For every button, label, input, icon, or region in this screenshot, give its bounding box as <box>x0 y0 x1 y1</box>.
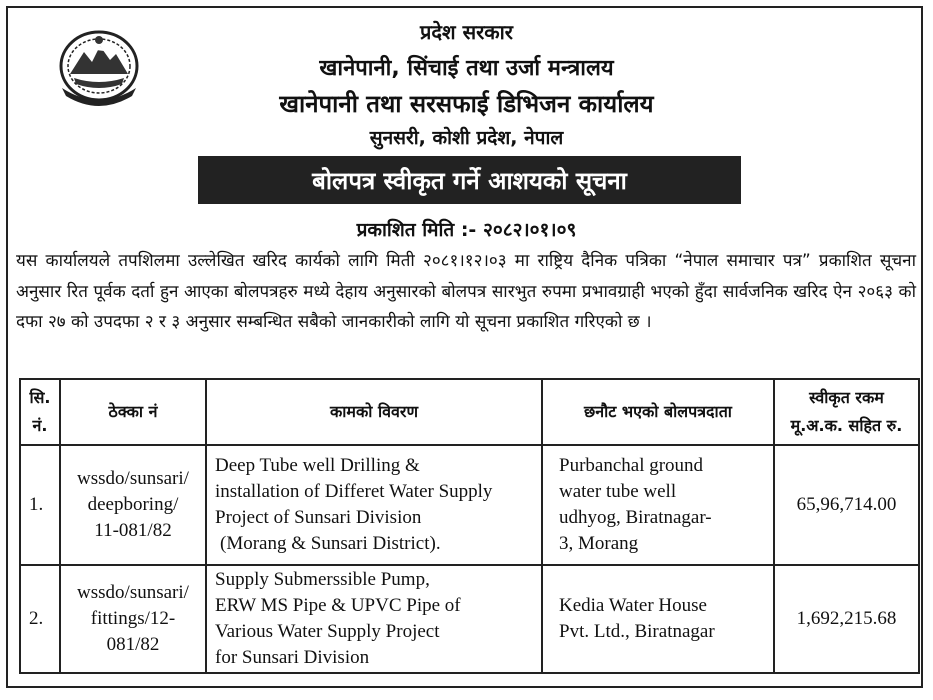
header-contract-no: ठेक्का नं <box>60 379 206 445</box>
header-bidder: छनौट भएको बोलपत्रदाता <box>542 379 774 445</box>
row-sn: 2. <box>20 565 60 673</box>
row-contract-no: wssdo/sunsari/ fittings/12- 081/82 <box>60 565 206 673</box>
row-amount: 1,692,215.68 <box>774 565 919 673</box>
row-bidder: Kedia Water House Pvt. Ltd., Biratnagar <box>542 565 774 673</box>
header-sn: सि. नं. <box>20 379 60 445</box>
published-date-line <box>0 216 933 242</box>
table-row <box>20 565 919 673</box>
notice-title-banner <box>198 156 741 204</box>
published-date: २०८२।०१।०९ <box>482 219 577 241</box>
tender-table <box>19 378 920 674</box>
row-sn: 1. <box>20 445 60 565</box>
row-description: Supply Submerssible Pump, ERW MS Pipe & UPVC Pipe of Various Water Supply Project for Sunsari Division <box>206 565 542 673</box>
header-amount: स्वीकृत रकम मू.अ.क. सहित रु. <box>774 379 919 445</box>
location-heading: सुनसरी, कोशी प्रदेश, नेपाल <box>369 127 564 149</box>
government-heading: प्रदेश सरकार <box>420 20 513 44</box>
table-header-row <box>20 379 919 445</box>
row-contract-no: wssdo/sunsari/ deepboring/ 11-081/82 <box>60 445 206 565</box>
row-amount: 65,96,714.00 <box>774 445 919 565</box>
office-heading: खानेपानी तथा सरसफाई डिभिजन कार्यालय <box>279 90 654 118</box>
table-row <box>20 445 919 565</box>
notice-body: यस कार्यालयले तपशिलमा उल्लेखित खरिद कार्यको लागि मिती २०८१।१२।०३ मा राष्ट्रिय दैनिक पत्रिका “नेपाल समाचार पत्र” प्रकाशित सूचना अनुसार रित पूर्वक दर्ता हुन आएका बोलपत्रहरु मध्ये देहाय अनुसारको बोलपत्र सारभुत रुपमा प्रभावग्राही भएको हुँदा सार्वजनिक खरिद ऐन २०६३ को दफा २७ को उपदफा २ र ३ अनुसार सम्बन्धित सबैको जानकारीको लागि यो सूचना प्रकाशित गरिएको छ । <box>16 251 916 332</box>
row-description: Deep Tube well Drilling & installation of Differet Water Supply Project of Sunsari Division (Morang & Sunsari District). <box>206 445 542 565</box>
ministry-heading: खानेपानी, सिंचाई तथा उर्जा मन्त्रालय <box>319 56 614 81</box>
header-description: कामको विवरण <box>206 379 542 445</box>
notice-title: बोलपत्र स्वीकृत गर्ने आशयको सूचना <box>312 166 627 195</box>
published-label: प्रकाशित मिति :- <box>356 219 477 241</box>
row-bidder: Purbanchal ground water tube well udhyog, Biratnagar- 3, Morang <box>542 445 774 565</box>
